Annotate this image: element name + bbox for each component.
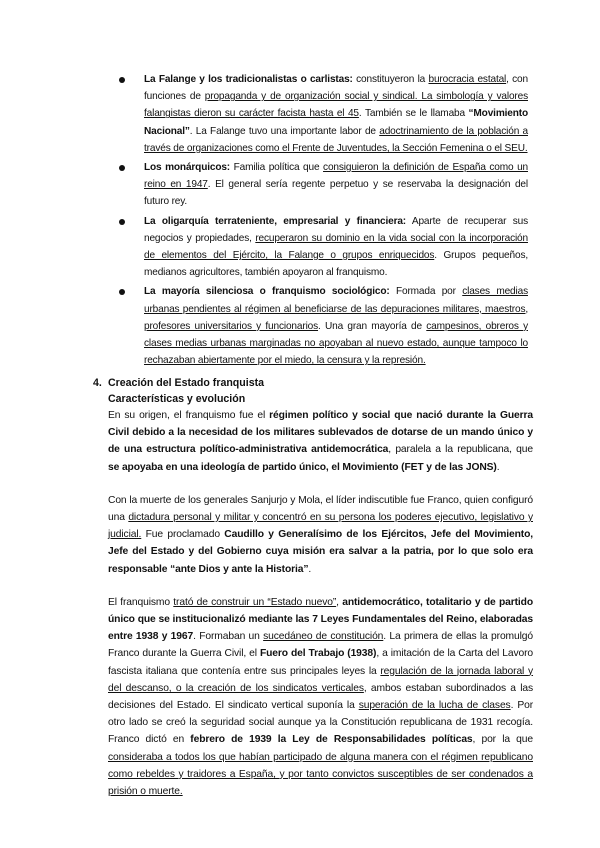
bullet-list [118, 71, 528, 371]
bullet-dot-icon [119, 289, 125, 295]
paragraph-franco: Con la muerte de los generales Sanjurjo y Mola, el líder indiscutible fue Franco, quien configuró una dictadura personal y militar y concentró en su persona los poderes ejecutivo, legislativo y judicial. Fue proclamado Caudillo y Generalísimo de los Ejércitos, Jefe del Movimiento, Jefe del Estado y del Gobierno cuya misión era salvar a la patria, por lo que solo era responsable “ante Dios y ante la Historia”. [108, 494, 533, 575]
bullet-item-oligarquia: La oligarquía terrateniente, empresarial y financiera: Aparte de recuperar sus negocios y propiedades, recuperaron su dominio en la vida social con la incorporación de elementos del Ejército, la Falange o grupos enriquecidos. Grupos pequeños, medianos agricultores, también apoyaron al franquismo. [144, 213, 528, 282]
section-title: Creación del Estado franquista [108, 377, 264, 389]
bullet-item-mayoria-silenciosa: La mayoría silenciosa o franquismo sociológico: Formada por clases medias urbanas pendientes al régimen al beneficiarse de las depuraciones militares, maestros, profesores universitarios y funcionarios. Una gran mayoría de campesinos, obreros y clases medias urbanas marginadas no apoyaban al nuevo estado, aunque tampoco lo rechazaban abiertamente por el miedo, la censura y la represión. [144, 283, 528, 369]
paragraph-spacer [93, 476, 533, 492]
bullet-dot-icon [119, 219, 125, 225]
paragraph-spacer [93, 578, 533, 594]
bullet-dot-icon [119, 165, 125, 171]
section-heading [93, 375, 533, 391]
paragraph-estado-nuevo: El franquismo trató de construir un “Estado nuevo”, antidemocrático, totalitario y de partido único que se institucionalizó mediante las 7 Leyes Fundamentales del Reino, elaboradas entre 1938 y 1967. Formaban un sucedáneo de constitución. La primera de ellas la promulgó Franco durante la Guerra Civil, el Fuero del Trabajo (1938), a imitación de la Carta del Lavoro fascista italiana que contenía entre sus principales leyes la regulación de la jornada laboral y del descanso, o la creación de los sindicatos verticales, ambos estaban subordinados a las decisiones del Estado. El sindicato vertical suponía la superación de la lucha de clases. Por otro lado se creó la seguridad social aunque ya la Constitución republicana de 1931 recogía. Franco dictó en febrero de 1939 la Ley de Responsabilidades políticas, por la que consideraba a todos los que habían participado de alguna manera con el régimen republicano como rebeldes y traidores a España, y por tanto convictos susceptibles de ser condenados a prisión o muerte. [108, 596, 534, 798]
bullet-item-monarquicos: Los monárquicos: Familia política que consiguieron la definición de España como un reino en 1947. El general sería regente perpetuo y se reservaba la designación del futuro rey. [144, 159, 528, 211]
section-number: 4. [93, 377, 102, 389]
section-estado-franquista [93, 375, 533, 800]
bullet-dot-icon [119, 77, 125, 83]
section-subtitle: Características y evolución [108, 393, 246, 405]
bullet-item-falange: La Falange y los tradicionalistas o carlistas: constituyeron la burocracia estatal, con funciones de propaganda y de organización social y sindical. La simbología y valores falangistas dieron su carácter facista hasta el 45. También se le llamaba “Movimiento Nacional”. La Falange tuvo una importante labor de adoctrinamiento de la población a través de organizaciones como el Frente de Juventudes, la Sección Femenina o el SEU. [144, 71, 528, 157]
paragraph-origen: En su origen, el franquismo fue el régimen político y social que nació durante la Guerra Civil debido a la necesidad de los militares sublevados de dotarse de un mando único y de una estructura político-administrativa antidemocrática, paralela a la republicana, que se apoyaba en una ideología de partido único, el Movimiento (FET y de las JONS). [108, 410, 534, 473]
